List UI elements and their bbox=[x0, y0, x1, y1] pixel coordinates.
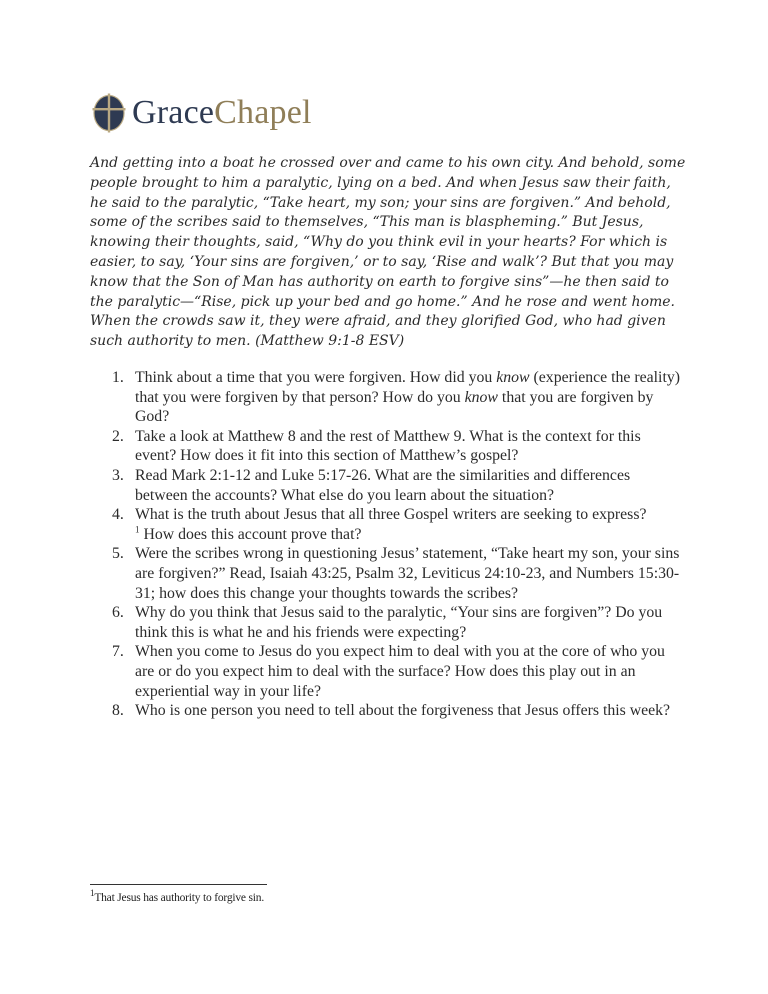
question-number: 2. bbox=[112, 427, 124, 445]
question-text: Were the scribes wrong in questioning Jesus’ statement, “Take heart my son, your sins are forgiven?” Read, Isaiah 43:25, Psalm 32, Leviticus 24:10-23, and Numbers 15:30-31; how does this change your thoughts towards the scribes? bbox=[135, 545, 680, 602]
question-text-part: How does this account prove that? bbox=[139, 525, 362, 543]
question-text bbox=[135, 369, 680, 425]
question-text: Why do you think that Jesus said to the paralytic, “Your sins are forgiven”? Do you think this is what he and his friends were expecting? bbox=[135, 604, 663, 641]
question-item bbox=[90, 368, 680, 427]
question-item bbox=[90, 701, 680, 721]
question-item bbox=[90, 427, 680, 466]
question-item bbox=[90, 544, 680, 603]
question-emphasis: know bbox=[496, 369, 530, 386]
question-number: 3. bbox=[112, 466, 124, 484]
question-number: 7. bbox=[112, 643, 124, 661]
question-text-part: that you are forgiven by God? bbox=[135, 388, 654, 426]
question-number: 4. bbox=[112, 506, 124, 524]
cross-icon bbox=[92, 93, 126, 133]
logo-text-grace: Grace bbox=[132, 94, 215, 131]
logo-text-chapel: Chapel bbox=[214, 94, 312, 131]
question-text: When you come to Jesus do you expect him to deal with you at the core of who you are or do you expect him to deal with the surface? How does this play out in an experiential way in your life? bbox=[135, 643, 665, 700]
question-text-part: (experience the reality) that you were forgiven by that person? How do you bbox=[135, 369, 680, 406]
question-text-part: What is the truth about Jesus that all three Gospel writers are seeking to express? bbox=[135, 506, 647, 524]
question-item bbox=[90, 466, 680, 505]
question-item bbox=[90, 642, 680, 701]
question-text: Who is one person you need to tell about the forgiveness that Jesus offers this week? bbox=[135, 702, 671, 720]
footnote-text: That Jesus has authority to forgive sin. bbox=[94, 892, 265, 904]
question-list bbox=[90, 368, 680, 721]
scripture-passage: And getting into a boat he crossed over and came to his own city. And behold, some people brought to him a paralytic, lying on a bed. And when Jesus saw their faith, he said to the paralytic, “Take heart, my son; your sins are forgiven.” And behold, some of the scribes said to themselves, “This man is blaspheming.” But Jesus, knowing their thoughts, said, “Why do you think evil in your hearts? For which is easier, to say, ‘Your sins are forgiven,’ or to say, ‘Rise and walk’? But that you may know that the Son of Man has authority on earth to forgive sins”—he then said to the paralytic—“Rise, pick up your bed and go home.” And he rose and went home. When the crowds saw it, they were afraid, and they glorified God, who had given such authority to men. (Matthew 9:1-8 ESV) bbox=[90, 155, 686, 350]
logo bbox=[92, 92, 312, 134]
footnote bbox=[90, 888, 265, 904]
footnote-reference[interactable]: 1 bbox=[135, 524, 140, 535]
footnote-divider bbox=[90, 884, 267, 885]
footnote-mark: 1 bbox=[90, 888, 95, 899]
question-text bbox=[135, 506, 647, 543]
question-number: 6. bbox=[112, 604, 124, 622]
question-text-part: Think about a time that you were forgiven. How did you bbox=[135, 369, 497, 386]
question-number: 5. bbox=[112, 545, 124, 563]
question-item bbox=[90, 505, 680, 544]
question-number: 8. bbox=[112, 702, 124, 720]
question-item bbox=[90, 603, 680, 642]
question-number: 1. bbox=[112, 369, 124, 386]
logo-text bbox=[132, 96, 312, 130]
question-text: Take a look at Matthew 8 and the rest of Matthew 9. What is the context for this event? How does it fit into this section of Matthew’s gospel? bbox=[135, 427, 641, 465]
question-emphasis: know bbox=[464, 388, 498, 406]
question-text: Read Mark 2:1-12 and Luke 5:17-26. What are the similarities and differences between the accounts? What else do you learn about the situation? bbox=[135, 466, 631, 504]
